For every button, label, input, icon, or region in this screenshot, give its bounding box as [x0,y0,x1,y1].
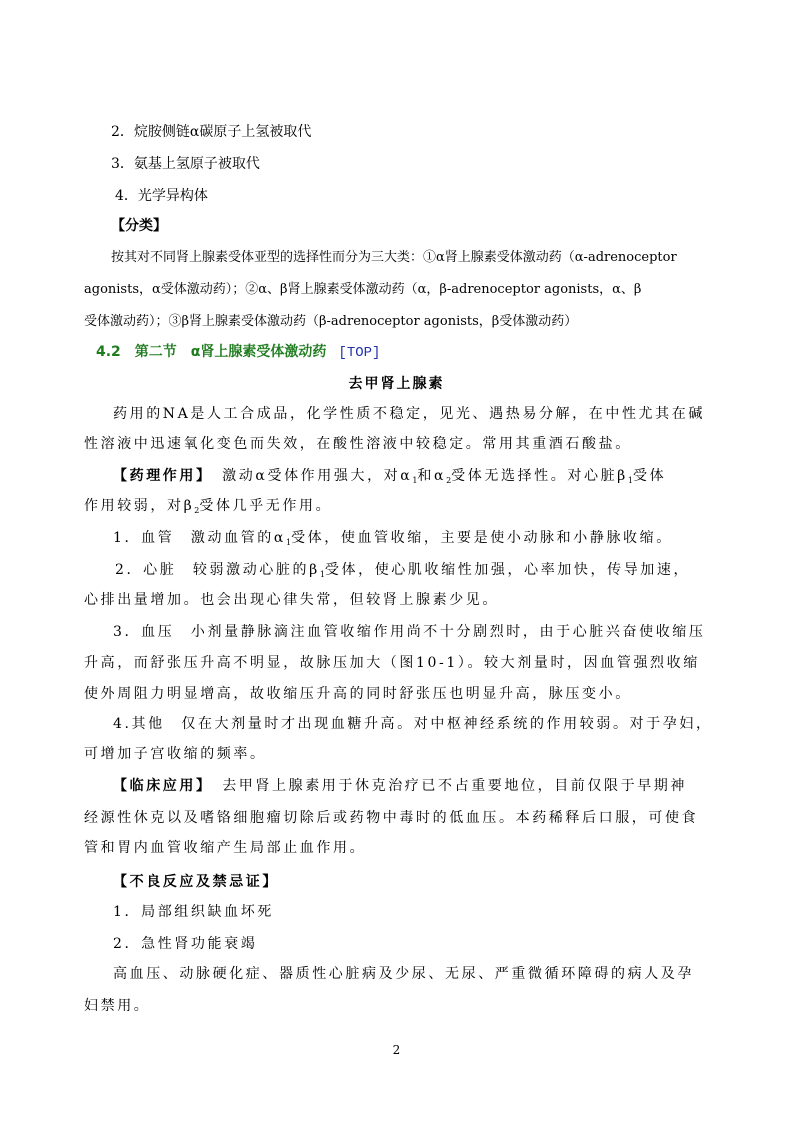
paragraph-line: 经源性休克以及嗜铬细胞瘤切除后或药物中毒时的低血压。本药稀释后口服，可使食 [84,810,699,826]
paragraph-line: 可增加子宫收缩的频率。 [84,746,267,762]
subscript: 1 [319,570,325,579]
paragraph-line: 心排出量增加。也会出现心律失常，但较肾上腺素少见。 [84,592,499,608]
list-item: 2．烷胺侧链α碳原子上氢被取代 [111,124,312,140]
adverse-heading: 【不良反应及禁忌证】 [113,874,279,890]
list-item: 3．氨基上氢原子被取代 [111,156,260,172]
subscript: 1 [412,476,418,485]
vessel-line [113,530,673,551]
paragraph-line: 妇禁用。 [84,998,151,1014]
subscript: 1 [627,476,633,485]
paragraph-line: 使外周阻力明显增高，故收缩压升高的同时舒张压也明显升高，脉压变小。 [84,686,632,702]
list-item: 1．局部组织缺血坏死 [113,904,274,920]
paragraph-line: 药用的NA是人工合成品，化学性质不稳定，见光、遇热易分解，在中性尤其在碱 [113,406,705,422]
classification-line: 受体激动药）；③β肾上腺素受体激动药（β-adrenoceptor agonists，β受体激动药） [84,314,578,329]
classification-line: 按其对不同肾上腺素受体亚型的选择性而分为三大类：①α肾上腺素受体激动药（α-adrenoceptor [111,250,677,265]
list-item: 2．急性肾功能衰竭 [113,936,258,952]
paragraph-line: 高血压、动脉硬化症、器质性心脏病及少尿、无尿、严重微循环障碍的病人及孕 [113,966,694,982]
text-span: 和α [417,468,447,484]
text-span: 作用较弱，对β [84,498,195,514]
paragraph-line: 4.其他 仅在大剂量时才出现血糖升高。对中枢神经系统的作用较弱。对于孕妇， [113,716,713,732]
paragraph-line: 性溶液中迅速氧化变色而失效，在酸性溶液中较稳定。常用其重酒石酸盐。 [84,436,632,452]
text-span: 激动α受体作用强大，对α [205,468,413,484]
page-title: 去甲肾上腺素 [348,376,445,392]
paragraph-line: 3．血压 小剂量静脉滴注血管收缩作用尚不十分剧烈时，由于心脏兴奋使收缩压 [113,624,706,640]
subscript: 1 [285,538,292,547]
subscript: 2 [194,506,200,515]
text-span: 1．血管 激动血管的α [113,530,286,546]
text-span: 受体几乎无作用。 [199,498,333,514]
page-number: 2 [392,1043,401,1057]
text-span: 受体 [632,468,667,484]
text-span: 去甲肾上腺素用于休克治疗已不占重要地位，目前仅限于早期神 [205,778,688,794]
pharm-line [113,468,666,489]
text-span: 受体无选择性。对心脏β [451,468,628,484]
section-heading [96,344,380,361]
pharm-heading: 【药理作用】 [113,468,206,484]
text-span: 2．心脏 较弱激动心脏的β [115,562,320,578]
classification-line: agonists，α受体激动药）；②α、β肾上腺素受体激动药（α，β-adrenoceptor agonists，α、β [84,282,642,297]
section-title: 4.2 第二节 α肾上腺素受体激动药 [96,344,327,360]
list-item: 4．光学异构体 [115,188,208,204]
subscript: 2 [446,476,452,485]
paragraph-line: 管和胃内血管收缩产生局部止血作用。 [84,840,367,856]
pharm-line [84,498,332,519]
text-span: 受体，使心肌收缩性加强，心率加快，传导加速， [324,562,691,578]
paragraph-line: 升高，而舒张压升高不明显，故脉压加大（图10-1）。较大剂量时，因血管强烈收缩 [84,655,700,671]
top-link[interactable]: [TOP] [338,345,381,361]
heart-line [115,562,690,583]
classification-heading: 【分类】 [111,218,167,234]
text-span: 受体，使血管收缩，主要是使小动脉和小静脉收缩。 [291,530,673,546]
clinical-heading: 【临床应用】 [113,778,206,794]
clinical-line [113,778,687,794]
